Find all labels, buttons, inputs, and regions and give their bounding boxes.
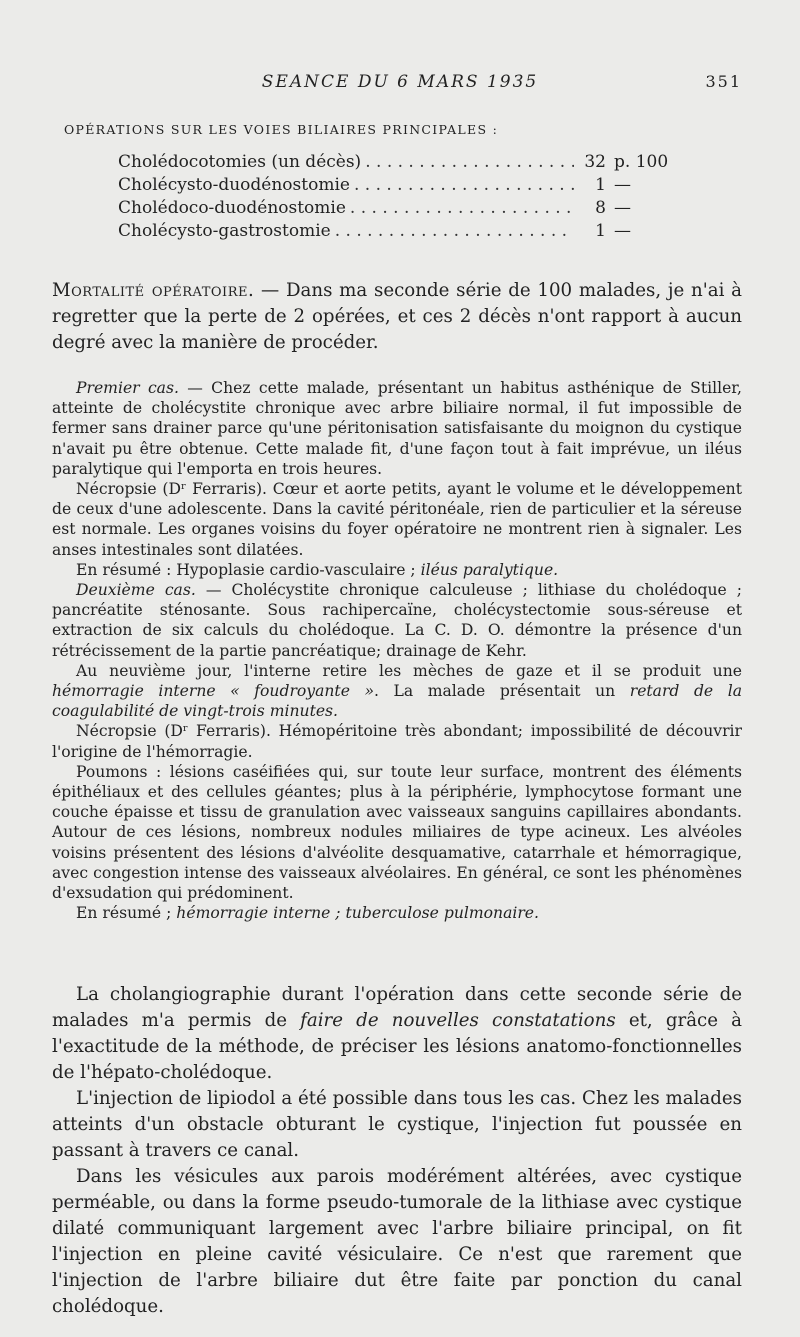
operation-count: 32 [584,152,606,172]
cholangio-p1-c: et, grâce à l'exactitude de la méthode, de préciser les lésions anatomo-fonctionnelles de l'hépato-cholédoque. [52,1010,742,1083]
case2-p2-c: . La malade présentait un [374,682,630,701]
case1-summary-prefix: En résumé : Hypoplasie cardio-vasculaire ; [76,560,421,579]
case1-label: Premier cas. [76,379,179,397]
operation-unit: — [614,175,631,195]
operation-row [118,174,678,197]
case2-paragraph [52,580,742,661]
cholangio-paragraph-3: Dans les vésicules aux parois modérément altérées, avec cystique perméable, ou dans la forme pseudo-tumorale de la lithiase avec cystique dilaté communiquant largement avec l'arbre biliaire principal, on fit l'injection en pleine cavité vésiculaire. Ce n'est que rarement que l'injection de l'arbre biliaire dut être faite par ponction du canal cholédoque. [52,1166,742,1317]
operation-count: 8 [595,198,606,218]
case1-summary [52,560,742,580]
operation-name: Cholécysto-gastrostomie [118,221,331,241]
cholangiography-section [52,982,742,1320]
case1-text: — Chez cette malade, présentant un habitus asthénique de Stiller, atteinte de cholécystite chronique avec arbre biliaire normal, il fut impossible de fermer sans drainer parce qu'une péritonisation satisfaisante du moignon du cystique n'avait pu être obtenue. Cette malade fit, d'une façon tout à fait imprévue, un iléus paralytique qui l'emporta en trois heures. [52,379,742,478]
case2-p2-b: hémorragie interne « foudroyante » [52,682,375,701]
case2-p2-d: retard de la coagulabilité de vingt-trois minutes. [52,682,742,721]
case1-summary-italic: iléus paralytique. [420,560,559,579]
case2-lungs: Poumons : lésions caséifiées qui, sur toute leur surface, montrent des éléments épithéliaux et des cellules géantes; plus à la périphérie, lymphocytose formant une couche épaisse et tissu de granulation avec vaisseaux sanguins capillaires abondants. Autour de ces lésions, nombreux nodules miliaires de type acineux. Les alvéoles voisins présentent des lésions d'alvéolite desquamative, catarrhale et hémorragique, avec congestion intense des vaisseaux alvéolaires. En général, ce sont les phénomènes d'exsudation qui prédominent. [52,762,742,903]
operation-name: Cholécysto-duodénostomie [118,175,350,195]
operations-heading: OPÉRATIONS SUR LES VOIES BILIAIRES PRINCIPALES : [64,122,499,137]
operation-row [118,220,678,243]
leader-dots [331,220,574,243]
operations-list [118,151,678,243]
cholangio-paragraph-2: L'injection de lipiodol a été possible dans tous les cas. Chez les malades atteints d'un obstacle obturant le cystique, l'injection fut poussée en passant à travers ce canal. [52,1088,742,1161]
page-number: 351 [705,72,742,91]
case2-summary-prefix: En résumé ; [76,904,177,923]
case1-necropsy: Nécropsie (Dʳ Ferraris). Cœur et aorte petits, ayant le volume et le développement de ceux d'une adolescente. Dans la cavité péritonéale, rien de particulier et la séreuse est normale. Les organes voisins du foyer opératoire ne montrent rien à signaler. Les anses intestinales sont dilatées. [52,480,742,559]
operation-name: Cholédoco-duodénostomie [118,198,346,218]
operation-row [118,151,678,174]
case2-text: — Cholécystite chronique calculeuse ; lithiase du cholédoque ; pancréatite sténosante. Sous rachipercaïne, cholécystectomie sous-séreuse et extraction de six calculs du cholédoque. La C. D. O. démontre la présence d'un rétrécissement de la partie pancréatique; drainage de Kehr. [52,581,742,660]
cholangio-p1-a: La cholangiographie durant l'opération dans cette seconde série de malades m'a permis de [52,984,742,1031]
leader-dots [350,174,574,197]
cholangio-paragraph-1 [52,982,742,1086]
operation-row [118,197,678,220]
mortality-label: Mortalité opératoire. [52,280,255,301]
operation-count: 1 [595,175,606,195]
leader-dots [361,151,574,174]
case2-summary [52,903,742,923]
case2-necropsy: Nécropsie (Dʳ Ferraris). Hémopéritoine très abondant; impossibilité de découvrir l'origine de l'hémorragie. [52,722,742,761]
operation-count: 1 [595,221,606,241]
operation-unit: p. 100 [614,152,669,172]
mortality-text: — Dans ma seconde série de 100 malades, je n'ai à regretter que la perte de 2 opérées, et ces 2 décès n'ont rapport à aucun degré avec la manière de procéder. [52,280,743,353]
case2-summary-italic: hémorragie interne ; tuberculose pulmonaire. [176,904,539,923]
case2-hemorrhage-paragraph [52,661,742,722]
page-header [0,72,800,96]
leader-dots [346,197,574,220]
case-reports [52,378,742,923]
running-title: SEANCE DU 6 MARS 1935 [261,72,539,92]
operation-unit: — [614,198,631,218]
case1-paragraph [52,378,742,479]
mortality-paragraph [52,278,742,356]
operation-unit: — [614,221,631,241]
operation-name: Cholédocotomies (un décès) [118,152,362,172]
cholangio-p1-b: faire de nouvelles constatations [300,1010,616,1031]
case2-p2-a: Au neuvième jour, l'interne retire les mèches de gaze et il se produit une [76,661,742,680]
case2-label: Deuxième cas. [76,581,196,600]
